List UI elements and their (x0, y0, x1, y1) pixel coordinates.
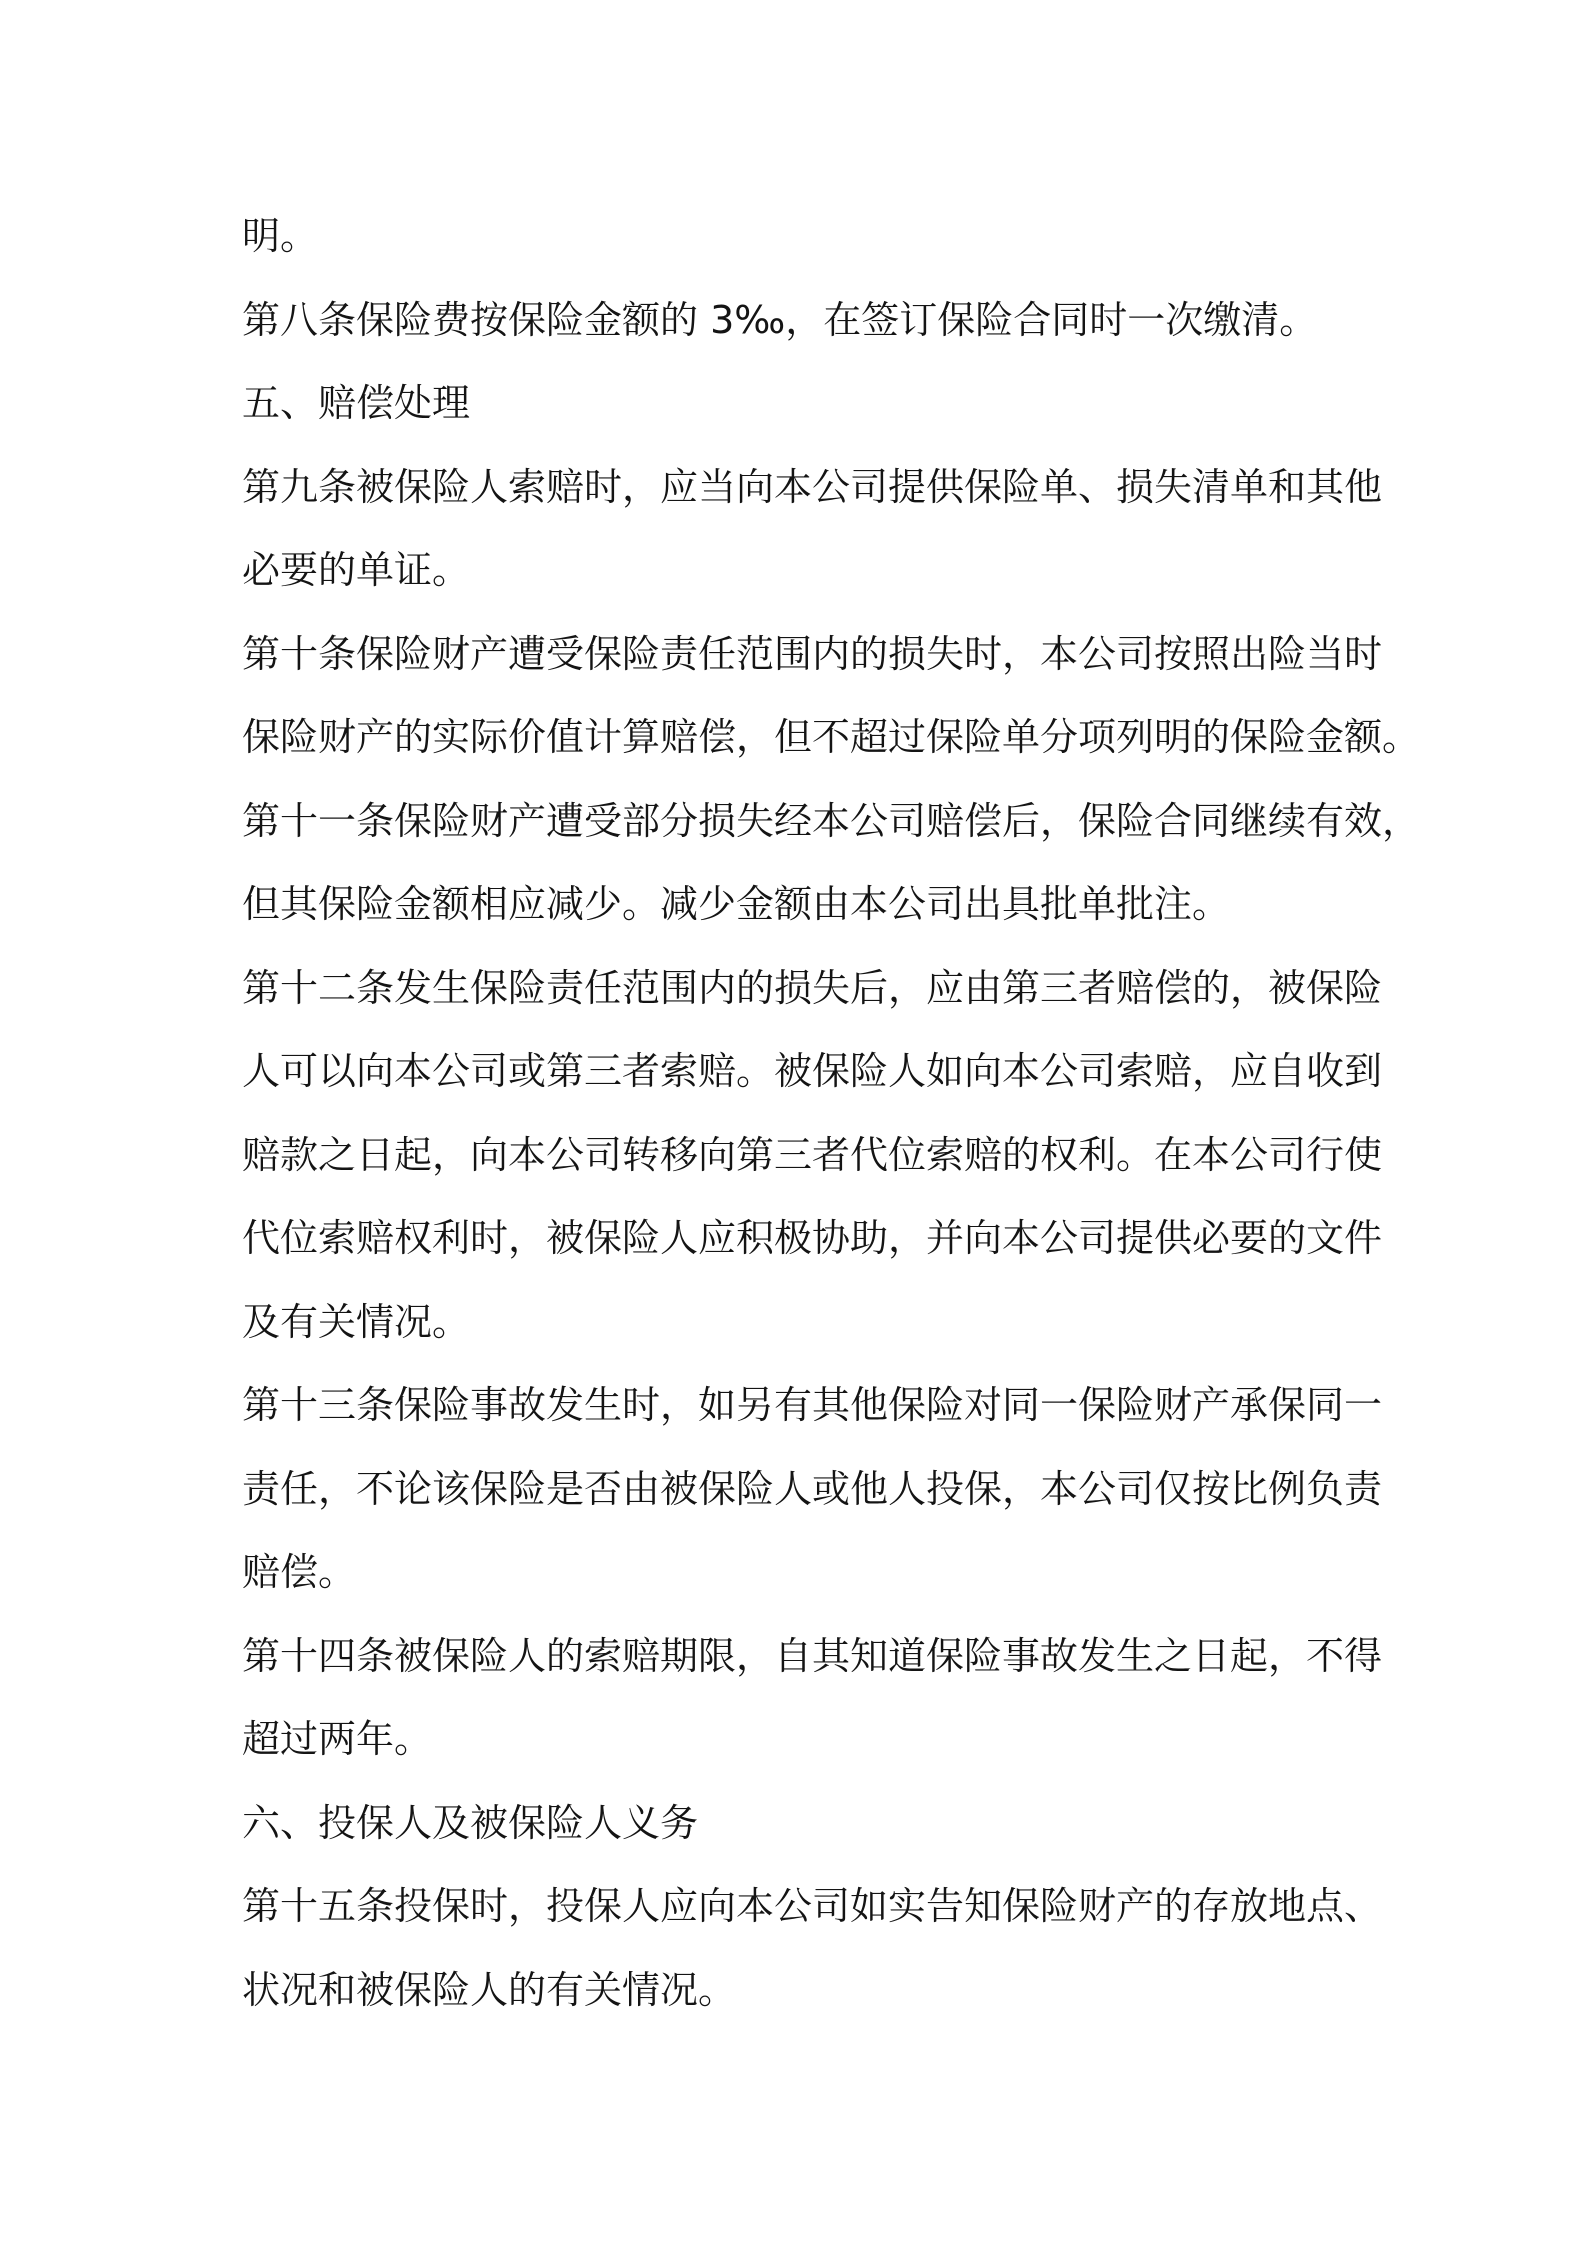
text-line: 但其保险金额相应减少。减少金额由本公司出具批单批注。 (242, 882, 1231, 926)
text-line: 赔偿。 (242, 1550, 357, 1594)
text-line: 代位索赔权利时，被保险人应积极协助，并向本公司提供必要的文件 (242, 1216, 1383, 1260)
text-line: 保险财产的实际价值计算赔偿，但不超过保险单分项列明的保险金额。 (242, 715, 1421, 759)
text-line: 第九条被保险人索赔时，应当向本公司提供保险单、损失清单和其他 (242, 464, 1383, 509)
text-line: 及有关情况。 (242, 1299, 471, 1344)
text-line: 第十一条保险财产遭受部分损失经本公司赔偿后，保险合同继续有效， (242, 798, 1421, 843)
text-line: 必要的单证。 (242, 548, 471, 592)
text-line: 第十五条投保时，投保人应向本公司如实告知保险财产的存放地点、 (242, 1884, 1383, 1928)
text-line: 第十四条被保险人的索赔期限，自其知道保险事故发生之日起，不得 (242, 1633, 1383, 1678)
text-line: 赔款之日起，向本公司转移向第三者代位索赔的权利。在本公司行使 (242, 1132, 1383, 1177)
text-line: 第八条保险费按保险金额的 3‰，在签订保险合同时一次缴清。 (242, 297, 1318, 342)
text-line: 超过两年。 (242, 1717, 433, 1761)
section-heading: 五、赔偿处理 (242, 381, 471, 425)
section-heading: 六、投保人及被保险人义务 (242, 1800, 699, 1845)
text-line: 状况和被保险人的有关情况。 (242, 1967, 737, 2012)
document-body (242, 195, 1421, 2032)
text-line: 责任，不论该保险是否由被保险人或他人投保，本公司仅按比例负责 (242, 1466, 1383, 1511)
text-line: 明。 (242, 214, 319, 258)
text-line: 第十三条保险事故发生时，如另有其他保险对同一保险财产承保同一 (242, 1383, 1383, 1427)
text-line: 人可以向本公司或第三者索赔。被保险人如向本公司索赔，应自收到 (242, 1049, 1383, 1093)
text-line: 第十条保险财产遭受保险责任范围内的损失时，本公司按照出险当时 (242, 631, 1383, 676)
text-line: 第十二条发生保险责任范围内的损失后，应由第三者赔偿的，被保险 (242, 965, 1383, 1010)
